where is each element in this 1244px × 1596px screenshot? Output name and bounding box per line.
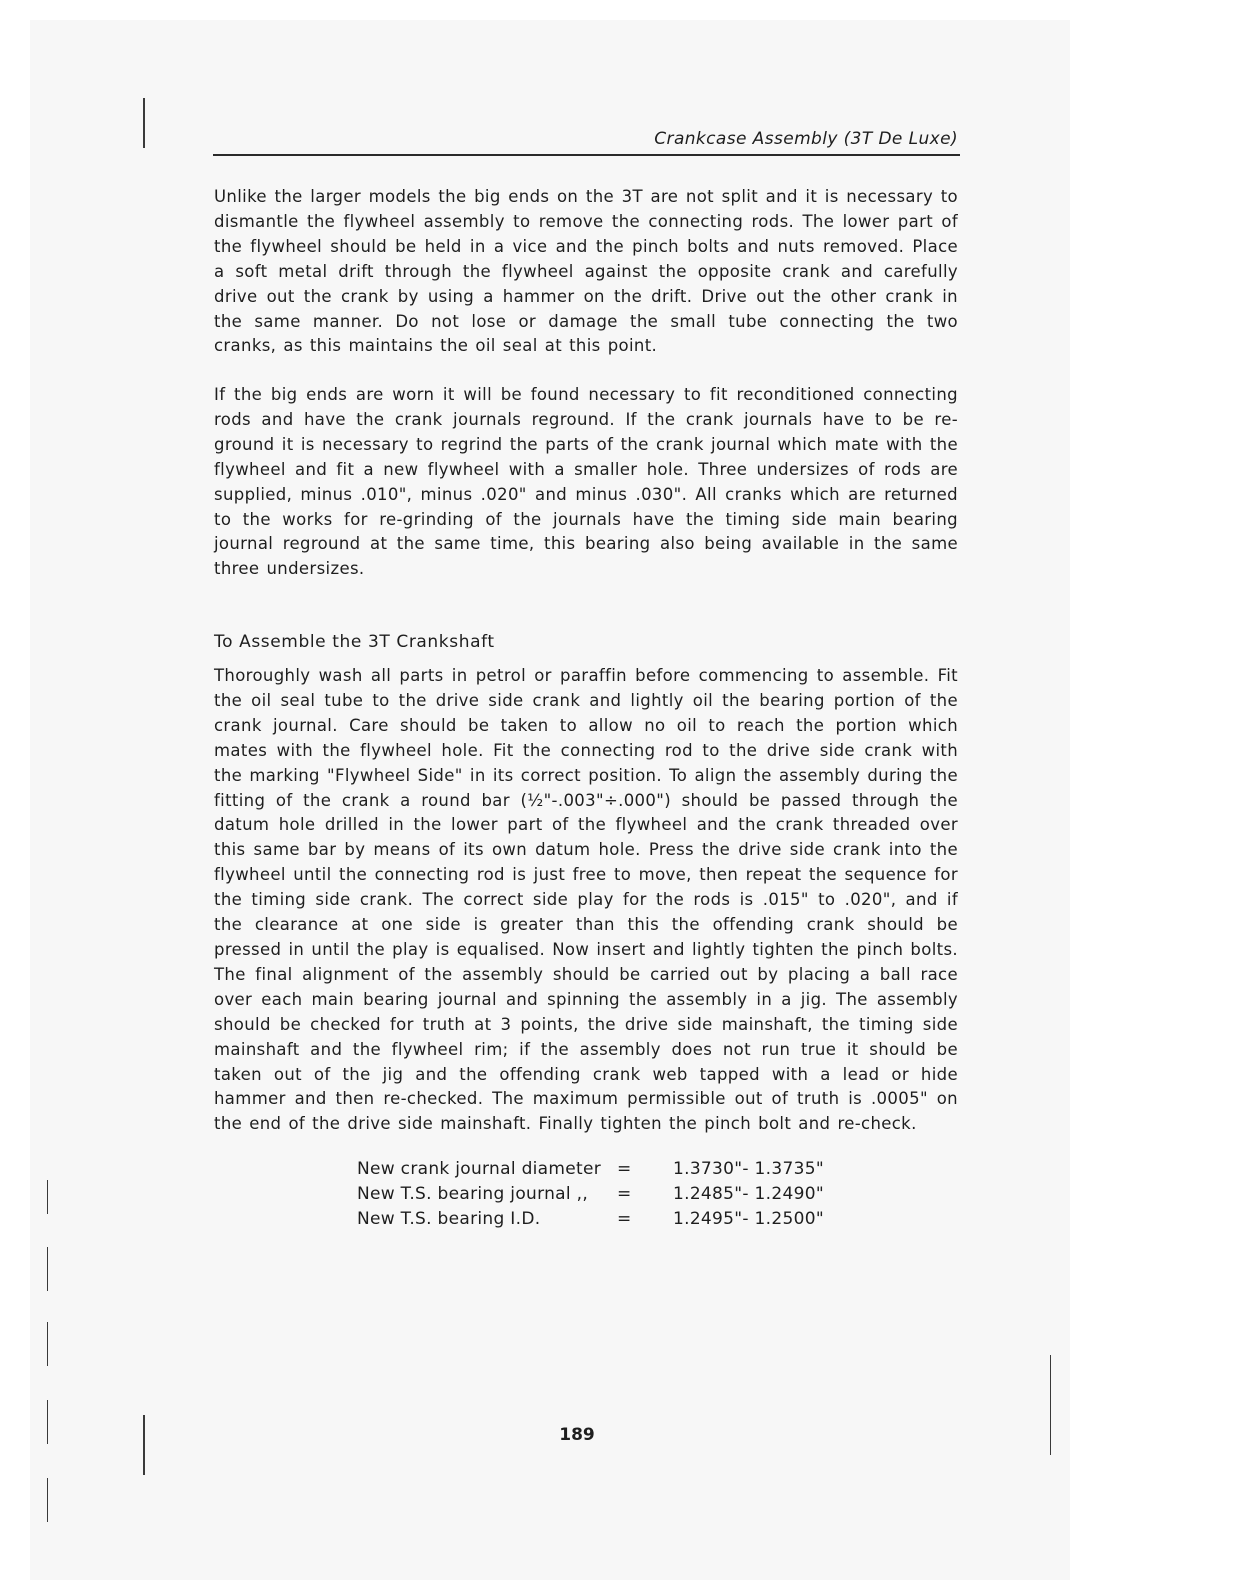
scan-mark (47, 1322, 48, 1366)
spec-row (357, 1184, 857, 1208)
scan-mark (1050, 1355, 1051, 1455)
header-rule (213, 154, 960, 156)
spec-value: 1.2495"- 1.2500" (673, 1209, 824, 1229)
spec-label: New T.S. bearing I.D. (357, 1209, 541, 1229)
spec-row (357, 1209, 857, 1233)
spec-equals: = (617, 1209, 632, 1229)
scan-mark (143, 98, 145, 148)
spec-row (357, 1159, 857, 1183)
scan-mark (47, 1247, 48, 1291)
spec-label: New crank journal diameter (357, 1159, 602, 1179)
paragraph-dismantle: Unlike the larger models the big ends on the 3T are not split and it is necessary to dismantle the flywheel assembly to remove the connecting rods. The lower part of the flywheel should be held in a vice and the pinch bolts and nuts removed. Place a soft metal drift through the flywheel against the opposite crank and carefully drive out the crank by using a hammer on the drift. Drive out the other crank in the same manner. Do not lose or damage the small tube connecting the two cranks, as this maintains the oil seal at this point. (214, 187, 958, 356)
scan-mark (47, 1400, 48, 1444)
spec-value: 1.2485"- 1.2490" (673, 1184, 824, 1204)
spec-value: 1.3730"- 1.3735" (673, 1159, 824, 1179)
paragraph-assemble: Thoroughly wash all parts in petrol or paraffin before commencing to assemble. Fit the oil seal tube to the drive side crank and lightly oil the bearing portion of the crank journal. Care should be taken to allow no oil to reach the portion which mates with the flywheel hole. Fit the connecting rod to the drive side crank with the marking "Flywheel Side" in its correct position. To align the assembly during the fitting of the crank a round bar (½"-.003"÷.000") should be passed through the datum hole drilled in the lower part of the flywheel and the crank threaded over this same bar by means of its own datum hole. Press the drive side crank into the flywheel until the connecting rod is just free to move, then repeat the sequence for the timing side crank. The correct side play for the rods is .015" to .020", and if the clearance at one side is greater than this the offending crank should be pressed in until the play is equalised. Now insert and lightly tighten the pinch bolts. The final alignment of the assembly should be carried out by placing a ball race over each main bearing journal and spinning the assembly in a jig. The assembly should be checked for truth at 3 points, the drive side mainshaft, the timing side mainshaft and the flywheel rim; if the assembly does not run true it should be taken out of the jig and the offending crank web tapped with a lead or hide hammer and then re-checked. The maximum permissible out of truth is .0005" on the end of the drive side mainshaft. Finally tighten the pinch bolt and re-check. (214, 666, 958, 1134)
spec-equals: = (617, 1184, 632, 1204)
scan-mark (47, 1478, 48, 1522)
running-header: Crankcase Assembly (3T De Luxe) (654, 129, 958, 149)
scan-mark (47, 1180, 48, 1214)
spec-equals: = (617, 1159, 632, 1179)
paragraph-big-ends: If the big ends are worn it will be found necessary to fit reconditioned connecting rods and have the crank journals reground. If the crank journals have to be re-ground it is necessary to regrind the parts of the crank journal which mate with the flywheel and fit a new flywheel with a smaller hole. Three undersizes of rods are supplied, minus .010", minus .020" and minus .030". All cranks which are returned to the works for re-grinding of the journals have the timing side main bearing journal reground at the same time, this bearing also being available in the same three undersizes. (214, 385, 958, 579)
page-number: 189 (559, 1425, 595, 1445)
scan-mark (143, 1415, 145, 1475)
section-heading: To Assemble the 3T Crankshaft (214, 632, 495, 652)
spec-label: New T.S. bearing journal ,, (357, 1184, 589, 1204)
